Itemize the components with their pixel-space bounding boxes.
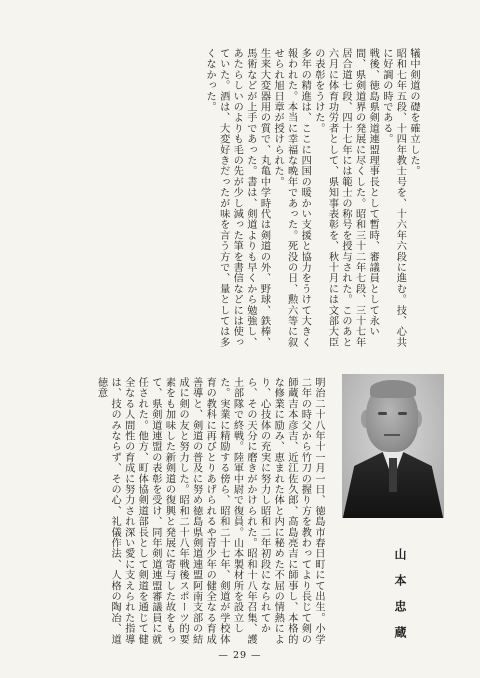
portrait-eye-right: [398, 412, 407, 415]
portrait-hair: [370, 380, 416, 398]
portrait-eye-left: [378, 412, 387, 415]
lower-text-block: 明治二十八年十一月一日、徳島市春日町にて出生。小学二年の時父から竹刀の握り方を教わってより長じて剣の師蔵吉本彦吉、近江佐久郎、高島亮吉に師事し、本格的な修業に励み、恵まれた体と内に秘めた不屈の情熱により、心技体の充実に努力し昭和二年初段になられてから、その天分に磨きがかけられた。昭和十八年召集、護土部隊で終戦。陸軍中尉で復員。山本製材所を設立した。実業に精励する傍ら、昭和二十七年、剣道が学校体育の教科に再びとりあげられるや青少年の健全なる育成善導と、剣道の普及に努め徳島県剣道連盟阿南支部の結成に剣の友と努力した。昭和二十八年戦後スポーツ的要素をも加味した新剣道の復興と発展に寄与した故をもって、県剣道連盟の表彰を受け、同年剣道連盟審議員に就任された。他方、町体協剣道部長として剣道を通じて健全なる人間性の育成に努力され深い愛に支えられた指導は、技のみならず、その心、礼儀作法、人格の陶冶、道徳意: [95, 377, 324, 645]
portrait-tie: [389, 458, 397, 492]
upper-text-block: 犠中剣道の礎を確立した。 昭和七年五段、十四年教士号を、十六年六段に進む。技、心共に好調の時である。 戦後、徳島県剣道連盟理事長として暫時、審議員として永い間、県剣道界の発展に尽くした。昭和三十二年七段、三十七年居合道七段、四十七年には範士の称号を授与された。このあと六月に体育功労者として、県知事表彰を、秋十月には文部大臣の表彰をうけた。 多年の精進は、ここに四国の暖かい支援と協力をうけて大きく報われた。本当に幸福な晩年であった。死没の日、勲六等に叙せられ旭日章が授けられた。 生来大変器用の質で、丸亀中学時代は剣道の外、野球、鉄棒、馬術などが上手であった。書は、剣道よりも早くから勉強し、あたらしいのよりも毛の先が少し減った筆を書信などには使っていた。酒は、大変好きだったが味を言う方で、量としては多くなかった。: [204, 48, 419, 348]
person-name: 山本忠蔵: [393, 548, 407, 652]
page-number: — 29 —: [218, 650, 262, 661]
portrait-photo: [342, 374, 444, 518]
portrait-mouth: [384, 434, 400, 436]
